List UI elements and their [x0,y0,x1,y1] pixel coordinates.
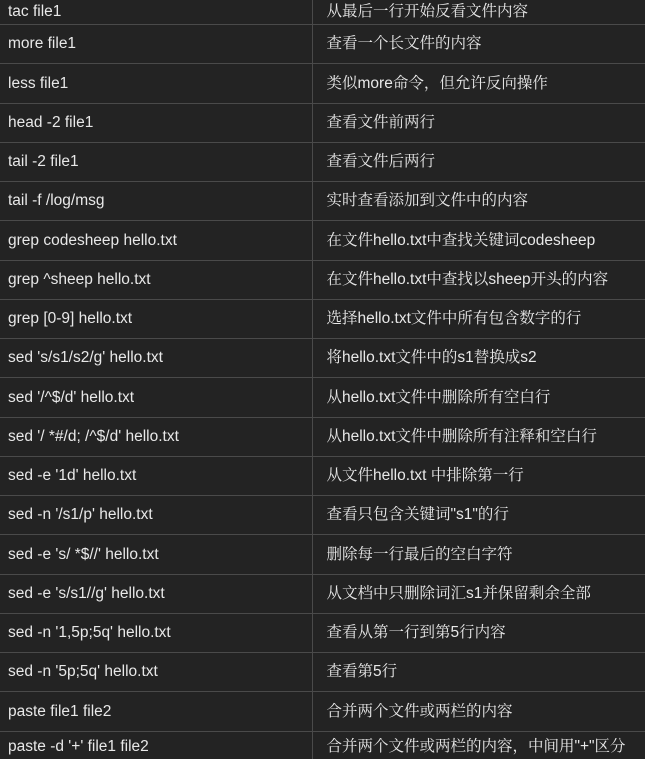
table-row [0,574,645,613]
command-cell: grep [0-9] hello.txt [0,299,312,338]
table-row [0,535,645,574]
table-row [0,299,645,338]
description-cell: 选择hello.txt文件中所有包含数字的行 [312,299,645,338]
description-cell: 删除每一行最后的空白字符 [312,535,645,574]
command-cell: grep codesheep hello.txt [0,221,312,260]
table-row [0,692,645,731]
table-row [0,142,645,181]
command-cell: more file1 [0,25,312,64]
table-row [0,0,645,25]
command-cell: sed -e '1d' hello.txt [0,456,312,495]
command-cell: sed -n '/s1/p' hello.txt [0,496,312,535]
command-cell: paste -d '+' file1 file2 [0,731,312,759]
description-cell: 从最后一行开始反看文件内容 [312,0,645,25]
description-cell: 查看一个长文件的内容 [312,25,645,64]
command-cell: head -2 file1 [0,103,312,142]
command-cell: grep ^sheep hello.txt [0,260,312,299]
command-cell: sed '/^$/d' hello.txt [0,378,312,417]
description-cell: 实时查看添加到文件中的内容 [312,182,645,221]
description-cell: 查看第5行 [312,653,645,692]
description-cell: 合并两个文件或两栏的内容 [312,692,645,731]
table-row [0,260,645,299]
description-cell: 从hello.txt文件中删除所有注释和空白行 [312,417,645,456]
description-cell: 在文件hello.txt中查找以sheep开头的内容 [312,260,645,299]
command-cell: tail -2 file1 [0,142,312,181]
description-cell: 类似more命令，但允许反向操作 [312,64,645,103]
description-cell: 从文件hello.txt 中排除第一行 [312,456,645,495]
command-cell: less file1 [0,64,312,103]
command-cell: tail -f /log/msg [0,182,312,221]
command-cell: sed 's/s1/s2/g' hello.txt [0,339,312,378]
table-row [0,64,645,103]
table-row [0,613,645,652]
description-cell: 查看文件后两行 [312,142,645,181]
description-cell: 从文档中只删除词汇s1并保留剩余全部 [312,574,645,613]
table-row [0,25,645,64]
command-cell: sed -n '5p;5q' hello.txt [0,653,312,692]
table-row [0,221,645,260]
description-cell: 将hello.txt文件中的s1替换成s2 [312,339,645,378]
command-cell: sed -e 's/ *$//' hello.txt [0,535,312,574]
description-cell: 查看从第一行到第5行内容 [312,613,645,652]
table-row [0,339,645,378]
command-cell: paste file1 file2 [0,692,312,731]
description-cell: 从hello.txt文件中删除所有空白行 [312,378,645,417]
table-row [0,653,645,692]
table-row [0,182,645,221]
table-row [0,417,645,456]
description-cell: 合并两个文件或两栏的内容，中间用"+"区分 [312,731,645,759]
description-cell: 查看文件前两行 [312,103,645,142]
table-row [0,496,645,535]
command-cell: sed -e 's/s1//g' hello.txt [0,574,312,613]
command-cell: sed -n '1,5p;5q' hello.txt [0,613,312,652]
table-row [0,456,645,495]
command-cell: tac file1 [0,0,312,25]
table-row [0,378,645,417]
description-cell: 查看只包含关键词"s1"的行 [312,496,645,535]
command-cell: sed '/ *#/d; /^$/d' hello.txt [0,417,312,456]
description-cell: 在文件hello.txt中查找关键词codesheep [312,221,645,260]
table-row [0,731,645,759]
table-row [0,103,645,142]
